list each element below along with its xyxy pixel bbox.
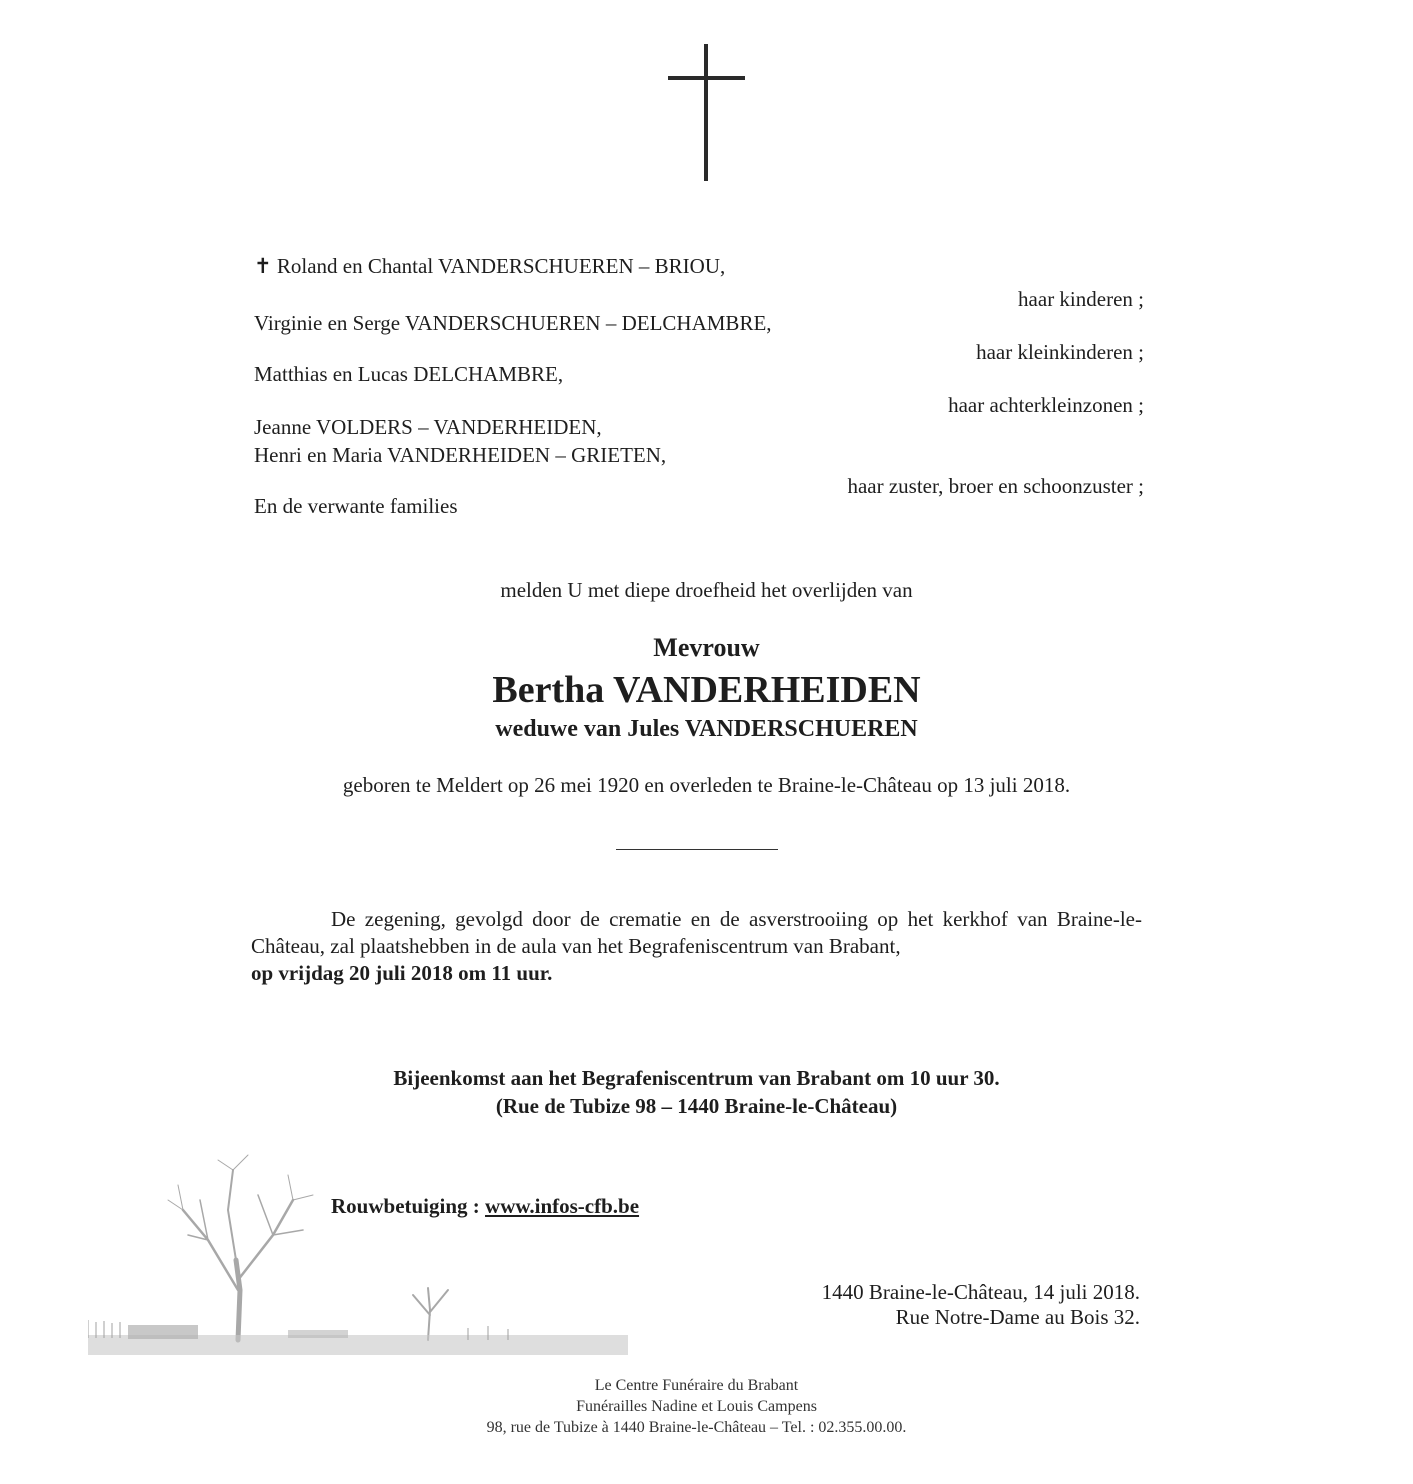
footer-line-2: Funérailles Nadine et Louis Campens: [576, 1398, 817, 1415]
relation-children: haar kinderen ;: [1018, 287, 1144, 311]
widow-of: weduwe van Jules VANDERSCHUEREN: [495, 716, 918, 742]
relation-great-grandsons: haar achterkleinzonen ;: [948, 393, 1144, 417]
family-line-3: Matthias en Lucas DELCHAMBRE,: [254, 362, 564, 386]
relation-grandchildren: haar kleinkinderen ;: [976, 340, 1144, 364]
family-line-6: En de verwante families: [254, 494, 458, 518]
family-line-2: Virginie en Serge VANDERSCHUEREN – DELCHAMBRE,: [254, 311, 772, 335]
winter-landscape-image: [88, 1140, 628, 1370]
ceremony-when: op vrijdag 20 juli 2018 om 11 uur.: [251, 961, 553, 985]
address-line-1: 1440 Braine-le-Château, 14 juli 2018.: [821, 1280, 1140, 1304]
salutation: Mevrouw: [653, 633, 760, 662]
condolence-link[interactable]: www.infos-cfb.be: [485, 1194, 640, 1218]
footer-line-3: 98, rue de Tubize à 1440 Braine-le-Château – Tel. : 02.355.00.00.: [486, 1419, 907, 1436]
condolence-label: Rouwbetuiging :: [331, 1194, 480, 1218]
ceremony-text: De zegening, gevolgd door de crematie en de asverstrooiing op het kerkhof van Braine-le-Château, zal plaatshebben in de aula van het Begrafeniscentrum van Brabant,: [251, 907, 1142, 958]
deceased-name: Bertha VANDERHEIDEN: [492, 669, 921, 711]
family-line-1: [254, 254, 725, 279]
address-line-2: Rue Notre-Dame au Bois 32.: [895, 1305, 1140, 1329]
small-cross-symbol: ✝: [254, 254, 272, 278]
divider: [616, 849, 778, 850]
family-name-1: Roland en Chantal VANDERSCHUEREN – BRIOU,: [276, 254, 726, 278]
family-line-5: Henri en Maria VANDERHEIDEN – GRIETEN,: [254, 443, 667, 467]
relation-siblings: haar zuster, broer en schoonzuster ;: [847, 474, 1144, 498]
family-line-4: Jeanne VOLDERS – VANDERHEIDEN,: [254, 415, 602, 439]
meeting-line-1: Bijeenkomst aan het Begrafeniscentrum van Brabant om 10 uur 30.: [393, 1066, 1000, 1090]
footer-line-1: Le Centre Funéraire du Brabant: [594, 1377, 799, 1394]
meeting-line-2: (Rue de Tubize 98 – 1440 Braine-le-Château): [495, 1094, 898, 1118]
condolence-line: [331, 1194, 639, 1219]
announcement-intro: melden U met diepe droefheid het overlijden van: [500, 578, 913, 602]
birth-death-dates: geboren te Meldert op 26 mei 1920 en overleden te Braine-le-Château op 13 juli 2018.: [342, 773, 1071, 797]
ceremony-paragraph: [251, 906, 1142, 987]
